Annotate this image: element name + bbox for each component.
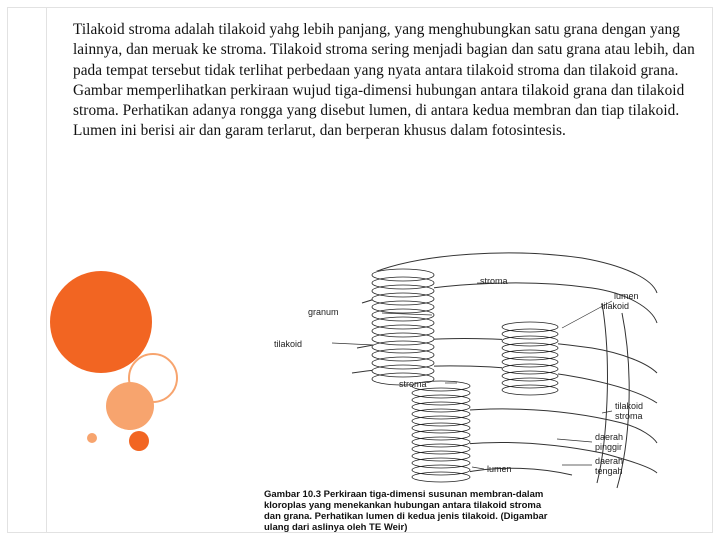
decor-circle-medium — [106, 382, 154, 430]
label-lumen-bottom: lumen — [487, 464, 512, 474]
caption-line-4: ulang dari aslinya oleh TE Weir) — [264, 522, 408, 533]
label-daerah-pinggir-1: daerah — [595, 432, 624, 442]
caption-line-3: dan grana. Perhatikan lumen di kedua jenis tilakoid. (Digambar — [264, 511, 548, 522]
label-stroma-mid: stroma — [399, 379, 427, 389]
label-tilakoid-stroma-1: tilakoid — [615, 401, 644, 411]
thylakoid-diagram — [262, 243, 662, 540]
decor-circle-tiny — [87, 433, 97, 443]
label-tilakoid-stroma-2: stroma — [615, 411, 643, 421]
caption-line-2: kloroplas yang menekankan hubungan antara tilakoid stroma — [264, 500, 542, 511]
thylakoid-figure — [262, 243, 662, 540]
body-paragraph: Tilakoid stroma adalah tilakoid yahg lebih panjang, yang menghubungkan satu grana dengan yang lainnya, dan meruak ke stroma. Tilakoid stroma sering menjadi bagian dan satu grana atau lebih, dan pada tempat tersebut tidak terlihat perbedaan yang nyata antara tilakoid stroma dan tilakoid grana. Gambar memperlihatkan perkiraan wujud tiga-dimensi hubungan antara tilakoid grana dan tilakoid stroma. Perhatikan adanya rongga yang disebut lumen, di antara kedua membran dan tiap tilakoid. Lumen ini berisi air dan garam terlarut, dan berperan khusus dalam fotosintesis. — [73, 21, 695, 140]
label-tilakoid: tilakoid — [274, 339, 303, 349]
label-lumen-tilakoid-1: lumen — [614, 291, 639, 301]
label-granum: granum — [308, 307, 339, 317]
label-daerah-tengah-2: tengah — [595, 466, 623, 476]
label-lumen-tilakoid-2: tilakoid — [601, 301, 630, 311]
caption-line-1: Gambar 10.3 Perkiraan tiga-dimensi susunan membran-dalam — [264, 489, 544, 500]
label-stroma-top: stroma — [480, 276, 508, 286]
label-daerah-tengah-1: daerah — [595, 456, 624, 466]
label-daerah-pinggir-2: pinggir — [595, 442, 623, 452]
decor-circle-small — [129, 431, 149, 451]
